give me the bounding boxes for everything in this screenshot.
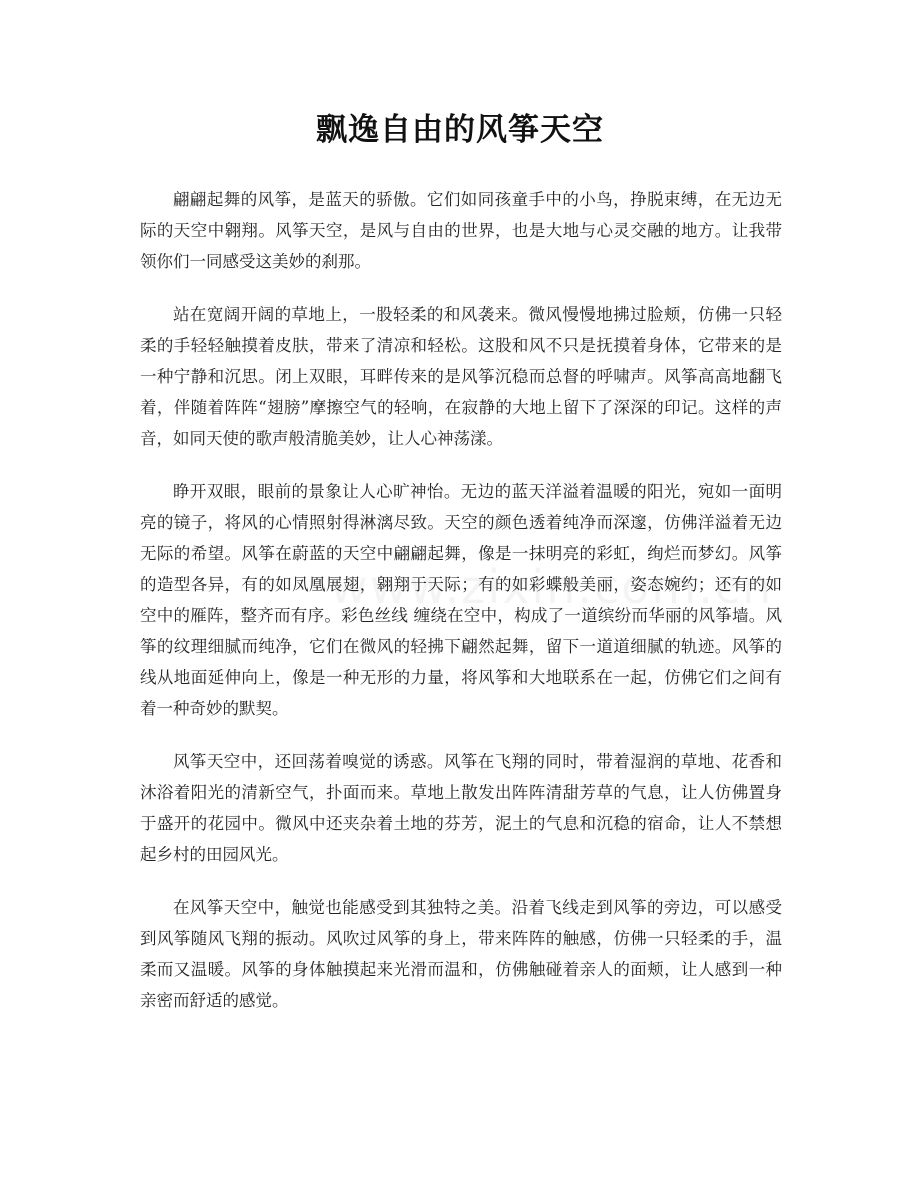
paragraph-4: 风筝天空中，还回荡着嗅觉的诱惑。风筝在飞翔的同时，带着湿润的草地、花香和沐浴着阳光的清新空气，扑面而来。草地上散发出阵阵清甜芳草的气息，让人仿佛置身于盛开的花园中。微风中还夹杂着土地的芬芳，泥土的气息和沉稳的宿命，让人不禁想起乡村的田园风光。 (140, 752, 782, 864)
paragraph-2: 站在宽阔开阔的草地上，一股轻柔的和风袭来。微风慢慢地拂过脸颊，仿佛一只轻柔的手轻轻触摸着皮肤，带来了清凉和轻松。这股和风不只是抚摸着身体，它带来的是一种宁静和沉思。闭上双眼，耳畔传来的是风筝沉稳而总督的呼啸声。风筝高高地翻飞着，伴随着阵阵“翅膀”摩擦空气的轻响，在寂静的大地上留下了深深的印记。这样的声音，如同天使的歌声般清脆美妙，让人心神荡漾。 (140, 305, 782, 448)
paragraph-1: 翩翩起舞的风筝，是蓝天的骄傲。它们如同孩童手中的小鸟，挣脱束缚，在无边无际的天空中翱翔。风筝天空，是风与自由的世界，也是大地与心灵交融的地方。让我带领你们一同感受这美妙的刹那。 (140, 190, 782, 271)
paragraph-3: 睁开双眼，眼前的景象让人心旷神怡。无边的蓝天洋溢着温暖的阳光，宛如一面明亮的镜子，将风的心情照射得淋漓尽致。天空的颜色透着纯净而深邃，仿佛洋溢着无边无际的希望。风筝在蔚蓝的天空中翩翩起舞，像是一抹明亮的彩虹，绚烂而梦幻。风筝的造型各异，有的如凤凰展翅，翱翔于天际；有的如彩蝶般美丽，姿态婉约；还有的如空中的雁阵，整齐而有序。彩色丝线 缠绕在空中，构成了一道缤纷而华丽的风筝墙。风筝的纹理细腻而纯净，它们在微风的轻拂下翩然起舞，留下一道道细腻的轨迹。风筝的线从地面延伸向上，像是一种无形的力量，将风筝和大地联系在一起，仿佛它们之间有着一种奇妙的默契。 (140, 482, 782, 718)
paragraph-5: 在风筝天空中，触觉也能感受到其独特之美。沿着飞线走到风筝的旁边，可以感受到风筝随风飞翔的振动。风吹过风筝的身上，带来阵阵的触感，仿佛一只轻柔的手，温柔而又温暖。风筝的身体触摸起来光滑而温和，仿佛触碰着亲人的面颊，让人感到一种亲密而舒适的感觉。 (140, 898, 782, 1010)
document-body (140, 184, 782, 1038)
document-title: 飘逸自由的风筝天空 (316, 112, 604, 148)
